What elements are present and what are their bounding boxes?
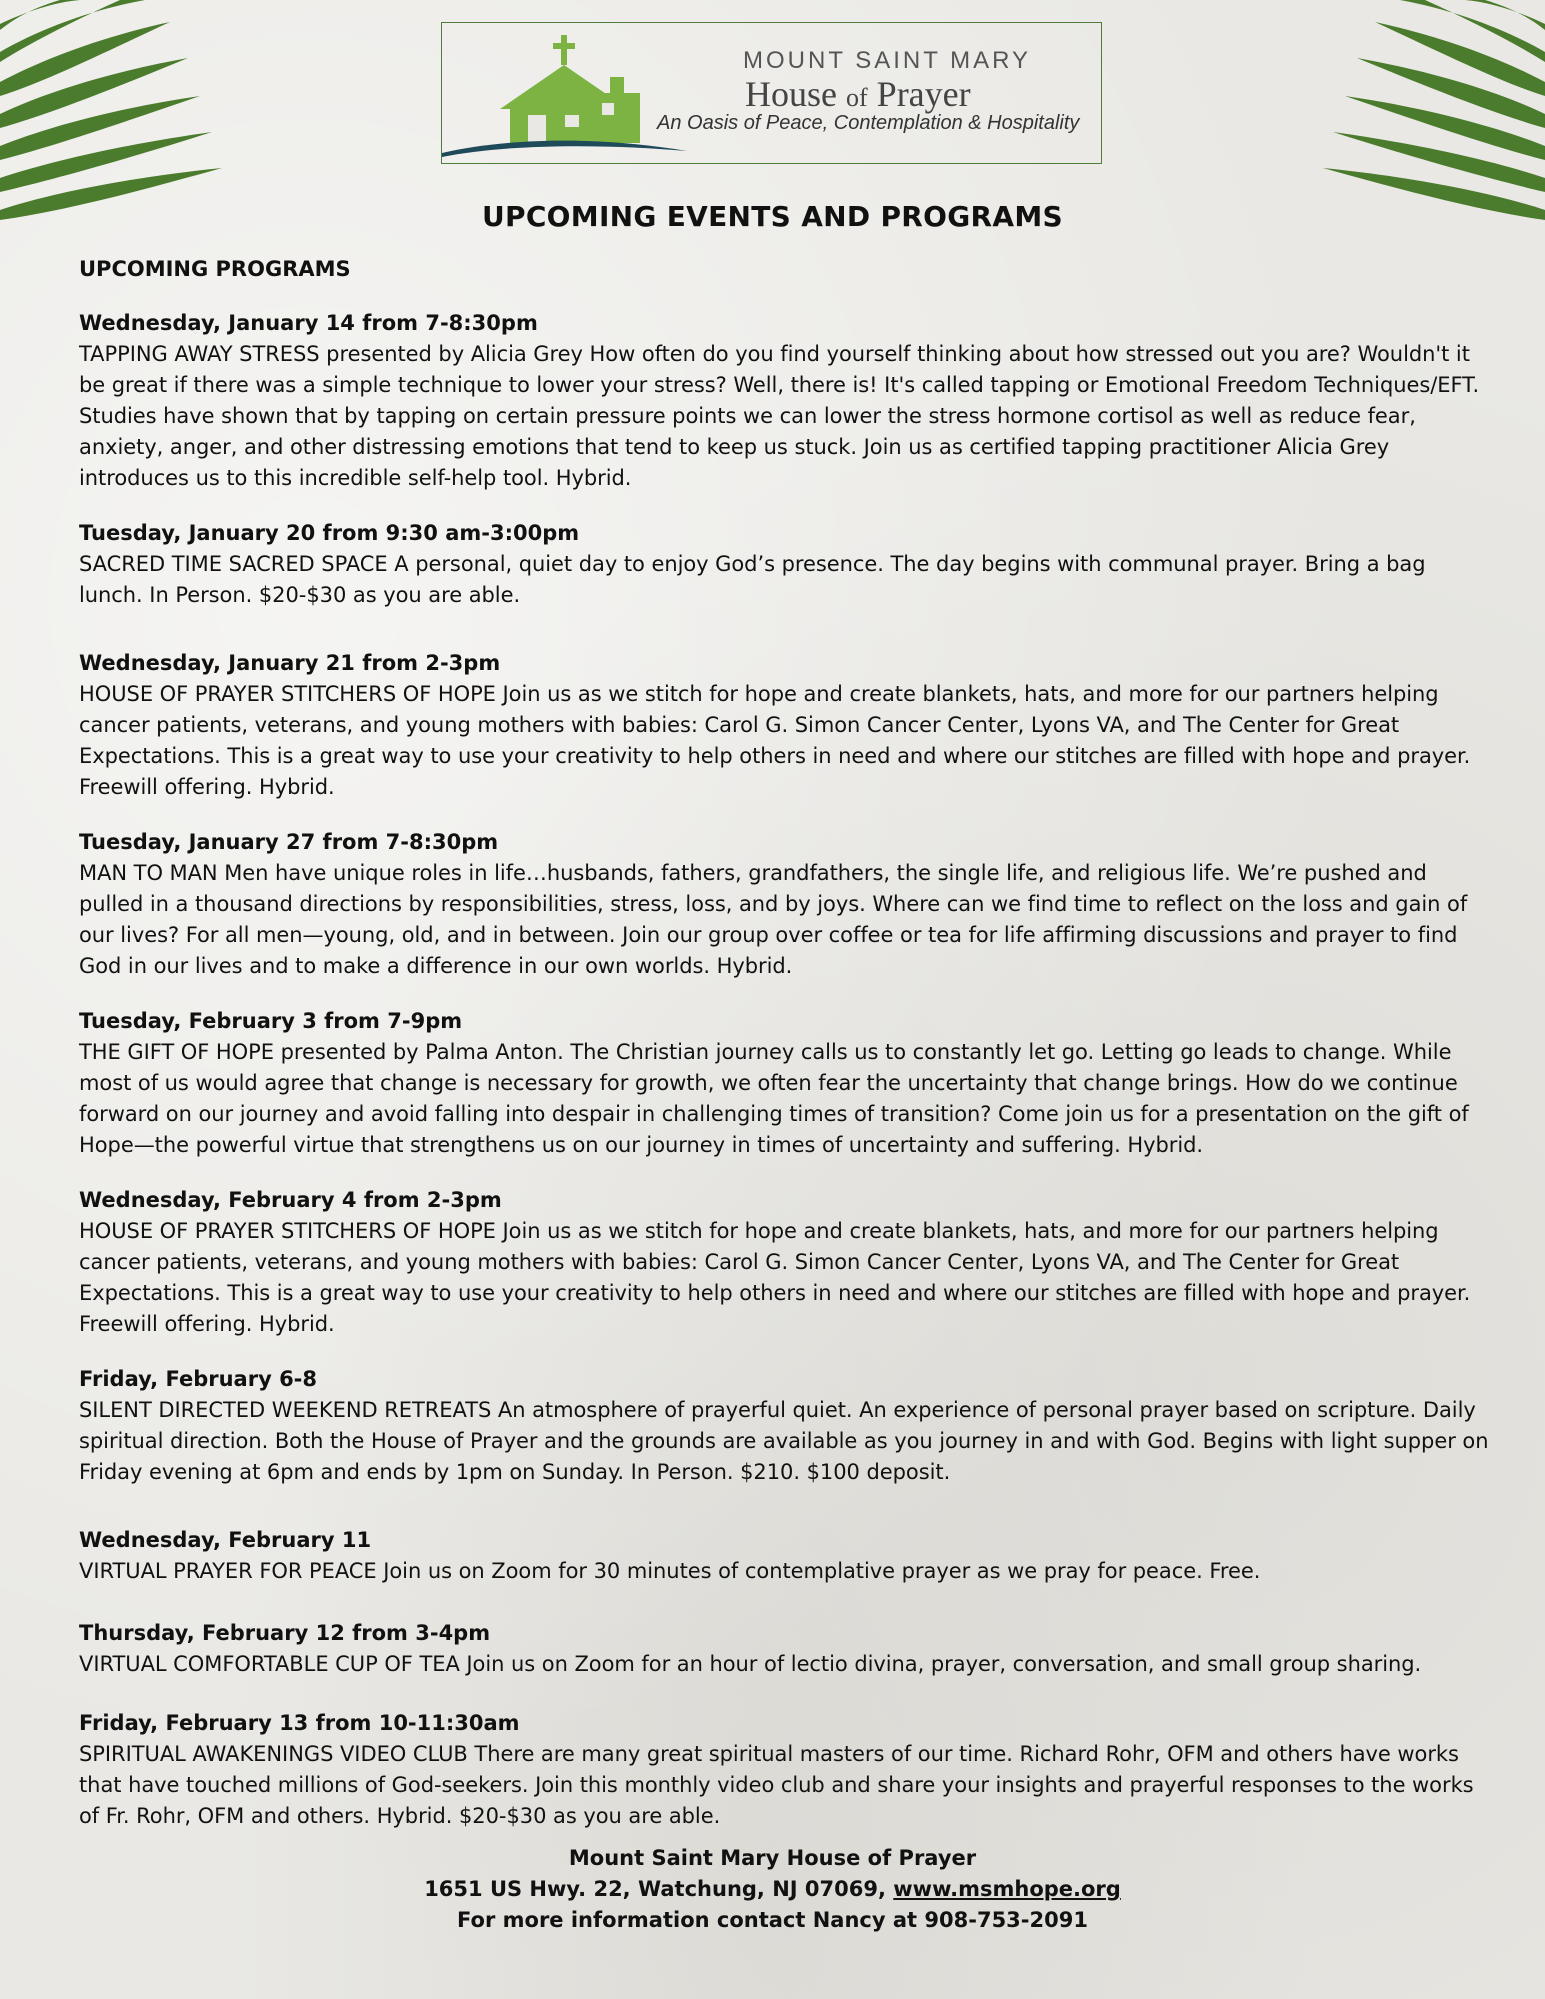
event-description: HOUSE OF PRAYER STITCHERS OF HOPE Join us as we stitch for hope and create blankets, hats, and more for our partners helping cancer patients, veterans, and young mothers with babies: Carol G. Simon Cancer Center, Lyons VA, and The Center for Great Expectations. This is a great way to use your creativity to help others in need and where our stitches are filled with hope and prayer. Freewill offering. Hybrid. bbox=[79, 1219, 1471, 1336]
event-item bbox=[79, 827, 1489, 982]
event-item bbox=[79, 518, 1489, 611]
event-date: Tuesday, February 3 from 7-9pm bbox=[79, 1009, 463, 1033]
event-item bbox=[79, 1364, 1489, 1488]
house-chapel-logo-icon bbox=[442, 31, 702, 161]
event-description: SPIRITUAL AWAKENINGS VIDEO CLUB There are many great spiritual masters of our time. Richard Rohr, OFM and others have works that have touched millions of God-seekers. Join this monthly video club and share your insights and prayerful responses to the works of Fr. Rohr, OFM and others. Hybrid. $20-$30 as you are able. bbox=[79, 1742, 1474, 1828]
event-date: Wednesday, January 21 from 2-3pm bbox=[79, 651, 501, 675]
logo-word-of: of bbox=[846, 83, 868, 112]
website-link[interactable]: www.msmhope.org bbox=[893, 1877, 1121, 1901]
event-date: Wednesday, February 4 from 2-3pm bbox=[79, 1188, 502, 1212]
event-date: Wednesday, January 14 from 7-8:30pm bbox=[79, 311, 538, 335]
event-item bbox=[79, 648, 1489, 803]
footer-address: 1651 US Hwy. 22, Watchung, NJ 07069, bbox=[424, 1877, 886, 1901]
event-item bbox=[79, 1185, 1489, 1340]
logo-word-house: House bbox=[745, 74, 837, 114]
palm-leaf-left-decoration bbox=[0, 0, 230, 220]
page-title: UPCOMING EVENTS AND PROGRAMS bbox=[481, 200, 1064, 233]
event-description: SILENT DIRECTED WEEKEND RETREATS An atmosphere of prayerful quiet. An experience of personal prayer based on scripture. Daily spiritual direction. Both the House of Prayer and the grounds are available as you journey in and with God. Begins with light supper on Friday evening at 6pm and ends by 1pm on Sunday. In Person. $210. $100 deposit. bbox=[79, 1398, 1489, 1484]
event-description: MAN TO MAN Men have unique roles in life…husbands, fathers, grandfathers, the single life, and religious life. We’re pushed and pulled in a thousand directions by responsibilities, stress, loss, and by joys. Where can we find time to reflect on the loss and gain of our lives? For all men—young, old, and in between. Join our group over coffee or tea for life affirming discussions and prayer to find God in our lives and to make a difference in our own worlds. Hybrid. bbox=[79, 861, 1468, 978]
events-list bbox=[79, 308, 1489, 1832]
logo-word-prayer: Prayer bbox=[876, 74, 971, 114]
footer-address-line bbox=[0, 1874, 1545, 1905]
event-description: THE GIFT OF HOPE presented by Palma Anton. The Christian journey calls us to constantly let go. Letting go leads to change. While most of us would agree that change is necessary for growth, we often fear the uncertainty that change brings. How do we continue forward on our journey and avoid falling into despair in challenging times of transition? Come join us for a presentation on the gift of Hope—the powerful virtue that strengthens us on our journey in times of uncertainty and suffering. Hybrid. bbox=[79, 1040, 1469, 1157]
event-item bbox=[79, 1708, 1489, 1832]
footer-contact bbox=[0, 1843, 1545, 1936]
logo-banner bbox=[441, 22, 1102, 164]
event-description: HOUSE OF PRAYER STITCHERS OF HOPE Join us as we stitch for hope and create blankets, hats, and more for our partners helping cancer patients, veterans, and young mothers with babies: Carol G. Simon Cancer Center, Lyons VA, and The Center for Great Expectations. This is a great way to use your creativity to help others in need and where our stitches are filled with hope and prayer. Freewill offering. Hybrid. bbox=[79, 682, 1471, 799]
event-item bbox=[79, 308, 1489, 494]
footer-contact-info: For more information contact Nancy at 908-753-2091 bbox=[457, 1908, 1088, 1932]
event-description: VIRTUAL PRAYER FOR PEACE Join us on Zoom for 30 minutes of contemplative prayer as we pray for peace. Free. bbox=[79, 1559, 1261, 1583]
logo-title-line1: MOUNT SAINT MARY bbox=[743, 47, 1032, 74]
event-item bbox=[79, 1006, 1489, 1161]
section-title: UPCOMING PROGRAMS bbox=[79, 257, 351, 281]
logo-title-line2 bbox=[745, 73, 971, 115]
event-date: Tuesday, January 27 from 7-8:30pm bbox=[79, 830, 499, 854]
event-date: Friday, February 6-8 bbox=[79, 1367, 318, 1391]
event-description: VIRTUAL COMFORTABLE CUP OF TEA Join us on Zoom for an hour of lectio divina, prayer, conversation, and small group sharing. bbox=[79, 1652, 1422, 1676]
event-description: SACRED TIME SACRED SPACE A personal, quiet day to enjoy God’s presence. The day begins with communal prayer. Bring a bag lunch. In Person. $20-$30 as you are able. bbox=[79, 552, 1426, 607]
event-date: Wednesday, February 11 bbox=[79, 1528, 372, 1552]
logo-tagline: An Oasis of Peace, Contemplation & Hospitality bbox=[657, 112, 1080, 134]
event-item bbox=[79, 1525, 1489, 1587]
event-date: Tuesday, January 20 from 9:30 am-3:00pm bbox=[79, 521, 580, 545]
footer-org-name: Mount Saint Mary House of Prayer bbox=[568, 1846, 977, 1870]
palm-leaf-right-decoration bbox=[1315, 0, 1545, 220]
event-description: TAPPING AWAY STRESS presented by Alicia Grey How often do you find yourself thinking about how stressed out you are? Wouldn't it be great if there was a simple technique to lower your stress? Well, there is! It's called tapping or Emotional Freedom Techniques/EFT. Studies have shown that by tapping on certain pressure points we can lower the stress hormone cortisol as well as reduce fear, anxiety, anger, and other distressing emotions that tend to keep us stuck. Join us as certified tapping practitioner Alicia Grey introduces us to this incredible self-help tool. Hybrid. bbox=[79, 342, 1480, 490]
event-date: Friday, February 13 from 10-11:30am bbox=[79, 1711, 520, 1735]
event-date: Thursday, February 12 from 3-4pm bbox=[79, 1621, 491, 1645]
event-item bbox=[79, 1618, 1489, 1680]
